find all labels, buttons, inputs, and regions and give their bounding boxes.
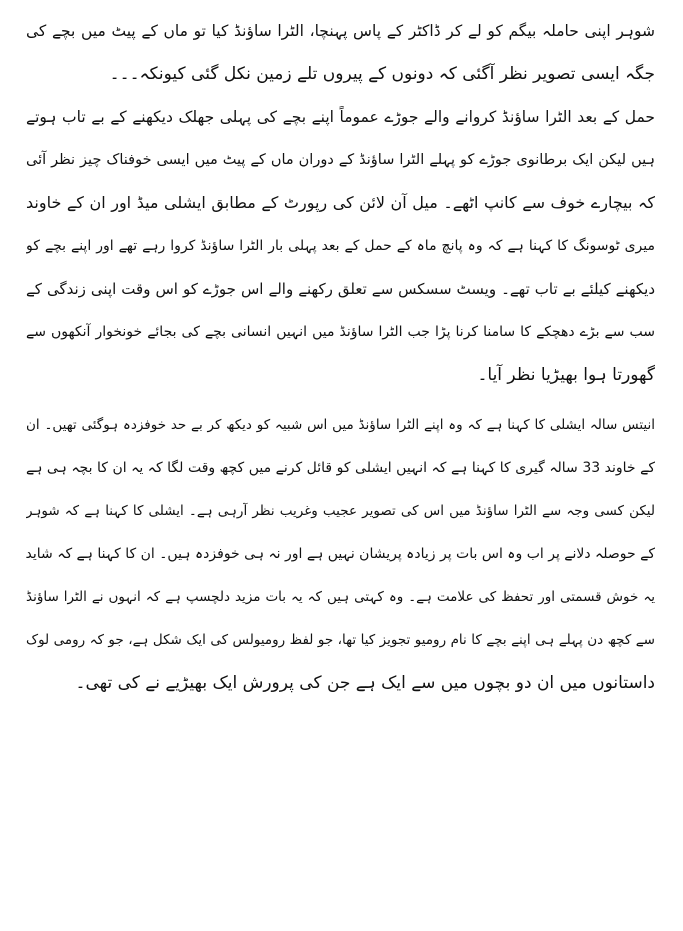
- text-line: کے حوصلہ دلانے پر اب وہ اس بات پر زیادہ پریشان نہیں ہے اور نہ ہی خوفزدہ ہیں۔ ان کا کہنا ہے کہ شاید: [26, 546, 655, 562]
- text-line: داستانوں میں ان دو بچوں میں سے ایک ہے جن کی پرورش ایک بھیڑیے نے کی تھی۔: [75, 673, 655, 693]
- text-line: سب سے بڑے دھچکے کا سامنا کرنا پڑا جب الٹرا ساؤنڈ میں انہیں انسانی بچے کی بجائے خونخوار آنکھوں سے: [26, 324, 655, 340]
- text-line: لیکن کسی وجہ سے الٹرا ساؤنڈ میں اس کی تصویر عجیب وغریب نظر آرہی ہے۔ ایشلی کا کہنا ہے کہ شوہر: [26, 503, 655, 519]
- text-line: انیتس سالہ ایشلی کا کہنا ہے کہ وہ اپنے الٹرا ساؤنڈ میں اس شبیہ کو دیکھ کر بے حد خوفزدہ ہوگئی تھیں۔ ان: [26, 417, 655, 433]
- paragraph-intro: [26, 20, 655, 85]
- text-line: یہ خوش قسمتی اور تحفظ کی علامت ہے۔ وہ کہتی ہیں کہ یہ بات مزید دلچسپ ہے کہ انہوں نے الٹرا ساؤنڈ: [26, 589, 655, 605]
- text-line: جگہ ایسی تصویر نظر آگئی کہ دونوں کے پیروں تلے زمین نکل گئی کیونکہ۔۔۔: [109, 64, 655, 84]
- text-line: گھورتا ہوا بھیڑیا نظر آیا۔: [477, 365, 655, 385]
- text-line: سے کچھ دن پہلے ہی اپنے بچے کا نام رومیو تجویز کیا تھا، جو لفظ رومیولس کی ایک شکل ہے، جو کہ رومی لوک: [26, 632, 655, 648]
- paragraph-body-1: [26, 106, 655, 386]
- text-line: ہیں لیکن ایک برطانوی جوڑے کو پہلے الٹرا ساؤنڈ کے دوران ماں کے پیٹ میں ایسی خوفناک چیز نظر آئی: [26, 152, 655, 168]
- text-line: میری ٹوسونگ کا کہنا ہے کہ وہ پانچ ماہ کے حمل کے بعد پہلی بار الٹرا ساؤنڈ کروا رہے تھے اور اپنے بچے کو: [26, 238, 655, 254]
- text-line: کہ بیچارے خوف سے کانپ اٹھے۔ میل آن لائن کی رپورٹ کے مطابق ایشلی میڈ اور ان کے خاوند: [26, 193, 655, 212]
- paragraph-spacer: [26, 407, 655, 414]
- text-line: شوہر اپنی حاملہ بیگم کو لے کر ڈاکٹر کے پاس پہنچا، الٹرا ساؤنڈ کیا تو ماں کے پیٹ میں بچے کی: [26, 22, 655, 40]
- text-line: حمل کے بعد الٹرا ساؤنڈ کروانے والے جوڑے عموماً اپنے بچے کی پہلی جھلک دیکھنے کے بے تاب ہوتے: [26, 108, 655, 126]
- text-line: دیکھنے کیلئے بے تاب تھے۔ ویسٹ سسکس سے تعلق رکھنے والے اس جوڑے کو اس وقت اپنی زندگی کے: [26, 280, 655, 298]
- paragraph-body-2: [26, 414, 655, 694]
- text-line: کے خاوند 33 سالہ گیری کا کہنا ہے کہ انہیں ایشلی کو قائل کرنے میں کچھ وقت لگا کہ یہ ان کا بچہ ہی ہے: [26, 460, 655, 476]
